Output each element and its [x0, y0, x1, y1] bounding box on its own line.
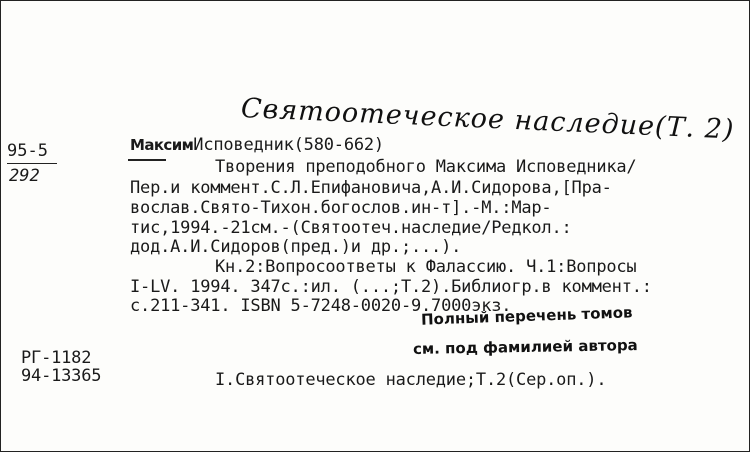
tracing-line: I.Святоотеческое наследие;Т.2(Сер.оп.).	[215, 370, 607, 390]
shelf-mark-divider	[7, 163, 57, 164]
stamp-line-2: см. под фамилией автора	[412, 336, 638, 358]
title-dash	[128, 159, 166, 161]
card-line-3: Пер.и коммент.С.Л.Епифановича,А.И.Сидорова,[Пра-	[130, 178, 612, 198]
shelf-mark-bottom: 292	[9, 166, 40, 186]
shelf-mark-top: 95-5	[7, 141, 48, 161]
author-heading	[130, 137, 384, 154]
author-surname: Максим	[130, 136, 194, 154]
card-line-2: Творения преподобного Максима Исповедника/	[215, 157, 637, 177]
stamp-line-1: Полный перечень томов	[420, 303, 633, 329]
handwritten-volume: Т. 2	[665, 111, 724, 146]
inventory-number-1: РГ-1182	[21, 348, 92, 368]
handwritten-paren-open: (	[654, 111, 668, 143]
card-line-4: вослав.Свято-Тихон.богослов.ин-т].-М.:Мар-	[130, 198, 552, 218]
card-line-9: с.211-341. ISBN 5-7248-0020-9.7000экз.	[130, 296, 512, 316]
card-line-7: Кн.2:Вопросоответы к Фалассию. Ч.1:Вопросы	[215, 257, 637, 277]
card-line-8: I-LV. 1994. 347с.:ил. (...;Т.2).Библиогр.в коммент.:	[130, 277, 652, 297]
card-line-6: дод.А.И.Сидоров(пред.)и др.;...).	[130, 237, 462, 257]
author-rest: Исповедник(580-662)	[193, 135, 384, 155]
card-line-5: тис,1994.-21см.-(Святоотеч.наследие/Редкол.:	[130, 218, 572, 238]
handwritten-paren-close: )	[722, 114, 736, 146]
handwritten-title-text: Святоотеческое наследие	[240, 93, 656, 143]
inventory-number-2: 94-13365	[21, 366, 102, 386]
